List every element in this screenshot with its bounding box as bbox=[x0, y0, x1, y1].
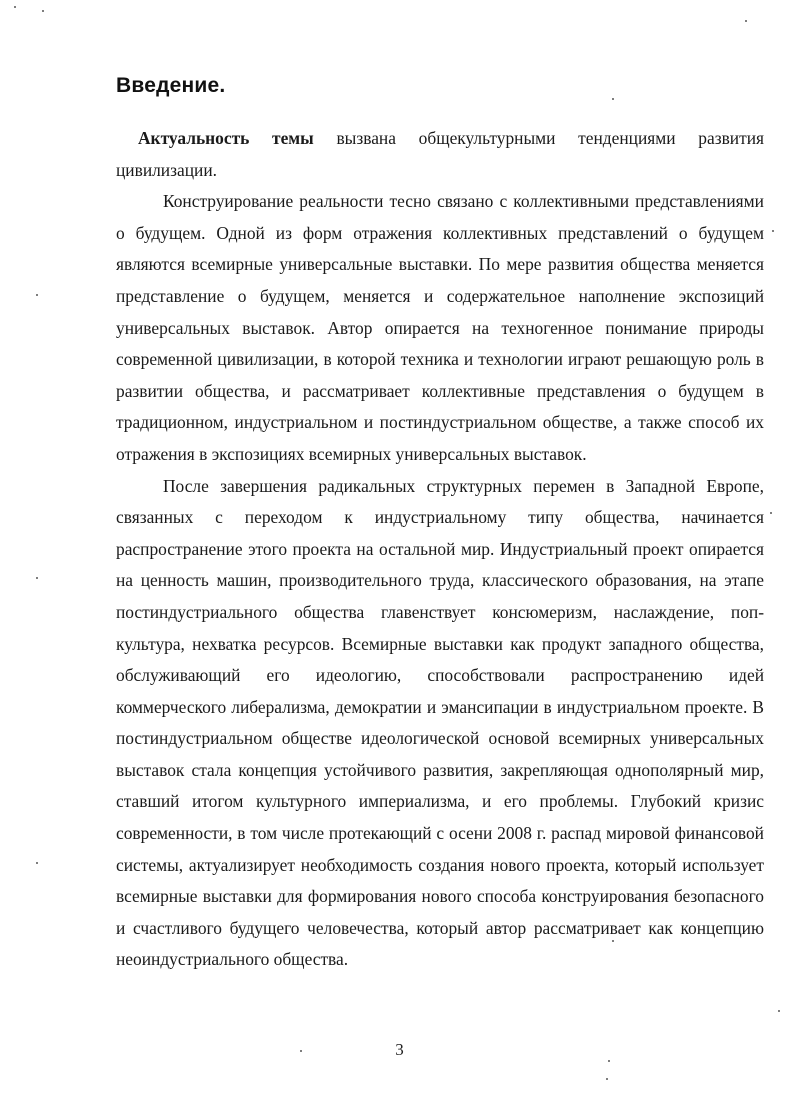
scan-speck bbox=[778, 1010, 780, 1012]
paragraph-text: После завершения радикальных структурных перемен в Западной Европе, связанных с переходом к индустриальному типу общества, начинается распространение этого проекта на остальной мир. Индустриальный проект опирается на ценность машин, производительного труда, классического образования, на этапе постиндустриального общества главенствует консюмеризм, наслаждение, поп-культура, нехватка ресурсов. Всемирные выставки как продукт западного общества, обслуживающий его идеологию, способствовали распространению идей коммерческого либерализма, демократии и эмансипации в индустриальном проекте. В постиндустриальном обществе идеологической основой всемирных универсальных выставок стала концепция устойчивого развития, закрепляющая однополярный мир, ставший итогом культурного империализма, и его проблемы. Глубокий кризис современности, в том числе протекающий с осени 2008 г. распад мировой финансовой системы, актуализирует необходимость создания нового проекта, который использует всемирные выставки для формирования нового способа конструирования безопасного и счастливого будущего человечества, который автор рассматривает как концепцию неоиндустриального общества. bbox=[116, 475, 764, 970]
scan-speck bbox=[612, 940, 614, 942]
scan-speck bbox=[14, 6, 16, 8]
paragraph-text: вызвана общекультурными тенденциями развития цивилизации. bbox=[116, 128, 764, 180]
scan-speck bbox=[36, 862, 38, 864]
paragraph-industrial-project bbox=[116, 471, 764, 977]
page-number: 3 bbox=[395, 1040, 404, 1059]
paragraph-relevance bbox=[116, 123, 764, 186]
scan-speck bbox=[770, 512, 772, 514]
scan-speck bbox=[42, 10, 44, 12]
relevance-lead: Актуальность темы bbox=[138, 128, 314, 148]
body-text bbox=[116, 123, 764, 976]
scan-speck bbox=[36, 577, 38, 579]
scan-speck bbox=[612, 98, 614, 100]
scan-speck bbox=[300, 1050, 302, 1052]
scan-speck bbox=[606, 1078, 608, 1080]
scan-speck bbox=[36, 294, 38, 296]
paragraph-construction bbox=[116, 186, 764, 470]
scan-speck bbox=[772, 230, 774, 232]
section-heading: Введение. bbox=[116, 74, 226, 97]
paragraph-text: Конструирование реальности тесно связано с коллективными представлениями о будущем. Одной из форм отражения коллективных представлений о будущем являются всемирные универсальные выставки. По мере развития общества меняется представление о будущем, меняется и содержательное наполнение экспозиций универсальных выставок. Автор опирается на техногенное понимание природы современной цивилизации, в которой техника и технологии играют решающую роль в развитии общества, и рассматривает коллективные представления о будущем в традиционном, индустриальном и постиндустриальном обществе, а также способ их отражения в экспозициях всемирных универсальных выставок. bbox=[116, 191, 764, 464]
scan-speck bbox=[745, 20, 747, 22]
scan-speck bbox=[608, 1060, 610, 1062]
